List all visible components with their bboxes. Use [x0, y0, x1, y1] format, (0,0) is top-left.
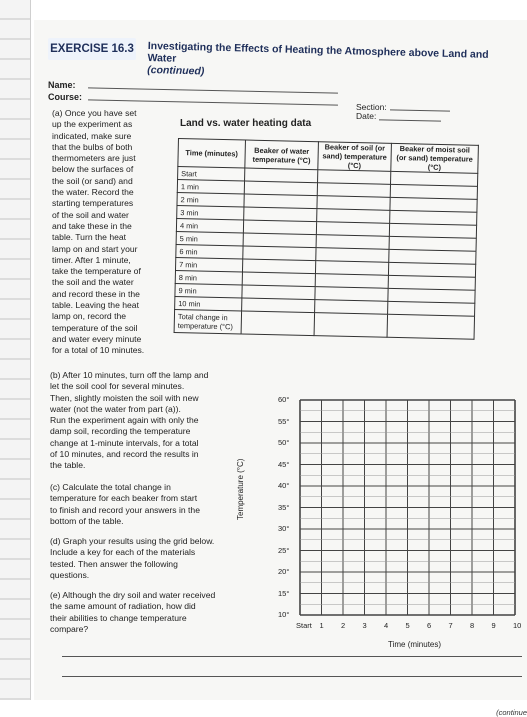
question-b-line: water (not the water from part (a)).: [50, 403, 181, 414]
question-d-line: Include a key for each of the materials: [50, 547, 196, 558]
question-a-line: thermometers are just: [52, 153, 136, 164]
y-tick-label: 40°: [278, 481, 290, 490]
graph-grid: [230, 370, 527, 660]
x-tick-label: 3: [362, 621, 367, 630]
row-time-label: 1 min: [177, 180, 244, 195]
temperature-entry-cell[interactable]: [241, 311, 315, 336]
temperature-entry-cell[interactable]: [387, 314, 474, 339]
y-tick-label: 55°: [278, 416, 290, 426]
row-time-label: 9 min: [175, 283, 242, 298]
x-tick-label: 6: [427, 621, 432, 630]
y-tick-label: 50°: [278, 438, 290, 447]
question-a-line: and water every minute: [52, 333, 142, 344]
binding-spine: [0, 0, 31, 700]
question-b-line: Run the experiment again with only the: [50, 415, 199, 426]
temperature-entry-cell[interactable]: [314, 313, 388, 338]
x-tick-label: 9: [491, 621, 496, 630]
question-a-line: the soil (or sand) and: [52, 175, 133, 186]
question-e: [50, 590, 230, 635]
x-tick-label: 5: [405, 621, 410, 630]
x-tick-label: 8: [470, 621, 475, 630]
row-time-label: 7 min: [175, 257, 242, 272]
exercise-title: [147, 40, 518, 86]
question-c-line: bottom of the table.: [50, 515, 124, 526]
question-a-line: indicated, make sure: [52, 130, 132, 141]
question-e-line: the same amount of radiation, how did: [50, 601, 196, 612]
row-time-label: 5 min: [176, 231, 243, 246]
exercise-header: [48, 38, 518, 78]
worksheet-page: [34, 20, 527, 717]
question-b-line: (b) After 10 minutes, turn off the lamp and: [50, 370, 209, 380]
y-tick-label: 45°: [278, 459, 290, 469]
question-c: [50, 482, 230, 527]
row-time-label: Start: [178, 167, 245, 182]
question-b-line: of 10 minutes, and record the results in: [50, 449, 199, 460]
graph-x-label: Time (minutes): [388, 640, 442, 649]
table-title: Land vs. water heating data: [180, 118, 312, 129]
question-e-line: (e) Although the dry soil and water received: [50, 590, 216, 600]
question-b: [50, 370, 230, 472]
question-b-line: let the soil cool for several minutes.: [50, 381, 185, 392]
question-c-line: (c) Calculate the total change in: [50, 482, 171, 492]
question-b-line: Then, slightly moisten the soil with new: [50, 392, 199, 403]
question-a-line: lamp on, record the: [52, 311, 127, 322]
name-label: Name:: [48, 80, 76, 90]
graph-y-label: Temperature (°C): [236, 458, 245, 520]
question-a-line: temperature of the soil: [52, 322, 138, 333]
name-field[interactable]: [88, 87, 338, 93]
question-a-line: lamp on and start your: [52, 243, 138, 254]
course-field[interactable]: [88, 99, 338, 105]
y-tick-label: 35°: [278, 502, 290, 512]
x-tick-label: 1: [319, 621, 324, 630]
question-b-line: change at 1-minute intervals, for a total: [50, 437, 199, 448]
row-time-label: 3 min: [177, 205, 244, 220]
x-tick-label: 7: [448, 621, 453, 630]
question-d-line: tested. Then answer the following: [50, 558, 178, 569]
question-b-line: the table.: [50, 460, 86, 471]
row-time-label: 4 min: [176, 218, 243, 233]
question-a-line: for a total of 10 minutes.: [52, 345, 145, 356]
question-a: [52, 108, 172, 357]
header-water: Beaker of water temperature (°C): [245, 140, 319, 170]
graph-grid-svg[interactable]: [230, 370, 527, 660]
y-tick-label: 10°: [278, 610, 290, 619]
date-label: Date:: [356, 111, 377, 121]
heating-data-table: [174, 138, 479, 340]
question-e-line: compare?: [50, 623, 89, 634]
exercise-title-text: Investigating the Effects of Heating the Atmosphere above Land and Water: [147, 40, 489, 65]
row-time-label: Total change in temperature (°C): [174, 309, 242, 334]
x-tick-label: Start: [296, 621, 312, 630]
question-a-line: table. Leaving the heat: [52, 300, 139, 311]
question-a-line: take the temperature of: [52, 266, 141, 277]
question-a-line: of the soil and water: [52, 209, 129, 220]
section-field[interactable]: [390, 109, 450, 111]
question-b-line: damp soil, recording the temperature: [50, 426, 191, 437]
question-a-line: table. Turn the heat: [52, 232, 127, 243]
x-tick-label: 2: [341, 621, 346, 630]
date-field[interactable]: [379, 119, 441, 121]
question-a-line: and take these in the: [52, 220, 132, 231]
question-a-line: below the surfaces of: [52, 164, 134, 175]
header-time: Time (minutes): [178, 139, 246, 169]
question-d-line: questions.: [50, 569, 90, 580]
question-d-line: (d) Graph your results using the grid below.: [50, 536, 215, 546]
y-tick-label: 15°: [278, 588, 290, 598]
section-label: Section:: [356, 102, 387, 112]
question-a-line: and record these in the: [52, 288, 140, 299]
y-tick-label: 25°: [278, 545, 290, 555]
y-tick-label: 60°: [278, 395, 290, 404]
row-time-label: 10 min: [175, 296, 242, 311]
question-c-line: to finish and record your answers in the: [50, 504, 200, 515]
y-tick-label: 30°: [278, 524, 290, 533]
question-d: [50, 536, 230, 581]
course-label: Course:: [48, 92, 83, 102]
header-soil: Beaker of soil (or sand) temperature (°C): [318, 142, 392, 172]
x-tick-label: 10: [513, 621, 522, 630]
question-a-line: starting temperatures: [52, 198, 134, 209]
row-time-label: 6 min: [176, 244, 243, 259]
row-time-label: 2 min: [177, 192, 244, 207]
exercise-subtitle: (continued): [147, 63, 205, 78]
header-moist-soil: Beaker of moist soil (or sand) temperature (°C): [391, 143, 479, 173]
row-time-label: 8 min: [175, 270, 242, 285]
question-a-line: up the experiment as: [52, 119, 133, 130]
question-e-line: their abilities to change temperature: [50, 612, 187, 623]
answer-line-2[interactable]: [62, 676, 522, 677]
question-a-line: (a) Once you have set: [52, 108, 137, 118]
question-a-line: the soil and the water: [52, 277, 134, 288]
question-c-line: temperature for each beaker from start: [50, 493, 198, 504]
exercise-number: EXERCISE 16.3: [48, 38, 136, 60]
question-a-line: the water. Record the: [52, 187, 134, 198]
continue-note: (continue: [496, 708, 527, 717]
x-tick-label: 4: [384, 621, 389, 630]
y-tick-label: 20°: [278, 567, 290, 576]
question-a-line: timer. After 1 minute,: [52, 254, 131, 265]
question-a-line: that the bulbs of both: [52, 141, 133, 152]
